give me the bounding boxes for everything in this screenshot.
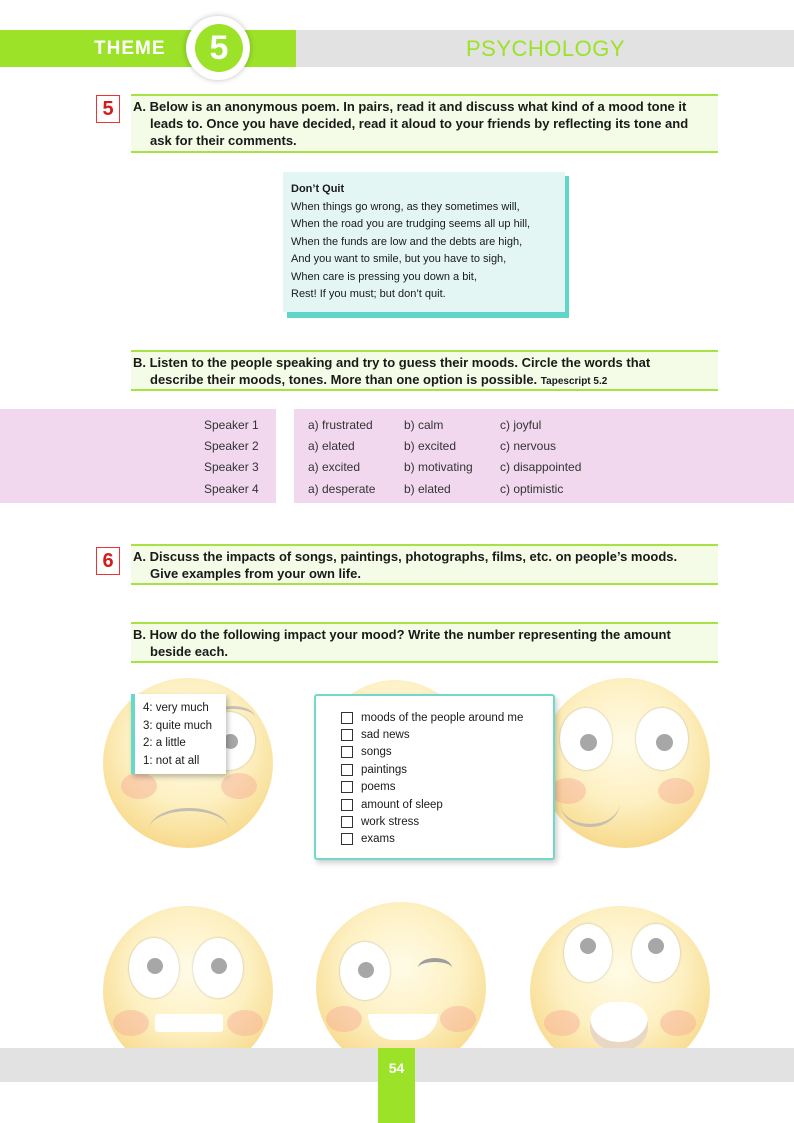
speaker-option[interactable]: a) desperate: [308, 482, 376, 496]
grin-mouth: [368, 1014, 438, 1040]
checklist-label: poems: [361, 781, 396, 794]
checklist-label: paintings: [361, 763, 408, 776]
checklist-label: work stress: [361, 816, 420, 829]
cheek: [660, 1010, 696, 1036]
poem-line: When the funds are low and the debts are high,: [291, 235, 523, 248]
instruction-line: A. Below is an anonymous poem. In pairs, read it and discuss what kind of a mood tone it: [133, 99, 687, 114]
speaker-option[interactable]: c) nervous: [500, 439, 557, 453]
rating-key-item: 4: very much: [143, 702, 209, 714]
mood-impact-checklist: [314, 694, 555, 860]
checklist-item: [341, 796, 553, 813]
smile-mouth: [560, 778, 620, 827]
cheek: [440, 1006, 476, 1032]
section-5b-instruction: [131, 350, 718, 391]
poem-line: Rest! If you must; but don’t quit.: [291, 288, 446, 300]
checklist-label: amount of sleep: [361, 798, 443, 811]
poem-line: And you want to smile, but you have to sigh,: [291, 253, 507, 265]
checklist-item: [341, 726, 553, 743]
pupil: [580, 734, 597, 751]
pupil: [648, 938, 664, 954]
checklist-item: [341, 813, 553, 830]
eye: [340, 942, 390, 1000]
checklist-item: [341, 779, 553, 796]
instruction-line: B. Listen to the people speaking and try to guess their moods. Circle the words that: [133, 355, 651, 370]
checklist-label: moods of the people around me: [361, 711, 524, 724]
pupil: [211, 958, 227, 974]
speaker-option[interactable]: b) excited: [404, 439, 457, 453]
instruction-line: leads to. Once you have decided, read it aloud to your friends by reflecting its tone and: [150, 116, 689, 131]
cheek: [121, 773, 157, 799]
speaker-option[interactable]: b) calm: [404, 418, 444, 432]
pupil: [656, 734, 673, 751]
rating-key-box: [131, 694, 226, 774]
checkbox[interactable]: [341, 712, 353, 724]
theme-number: 5: [195, 24, 243, 72]
pupil: [580, 938, 596, 954]
rating-key-item: 1: not at all: [143, 754, 200, 767]
open-mouth: [590, 1002, 648, 1052]
pupil: [147, 958, 163, 974]
pupil: [358, 962, 374, 978]
section-5-number: 5: [96, 95, 120, 123]
poem-line: When things go wrong, as they sometimes will,: [291, 200, 520, 213]
teeth: [155, 1014, 223, 1032]
checklist-label: songs: [361, 746, 392, 759]
cheek: [227, 1010, 263, 1036]
instruction-line: describe their moods, tones. More than one option is possible.: [150, 372, 538, 387]
checklist-label: sad news: [361, 729, 410, 742]
checkbox[interactable]: [341, 799, 353, 811]
checkbox[interactable]: [341, 781, 353, 793]
eye: [129, 938, 179, 998]
theme-label: THEME: [94, 38, 166, 59]
cheek: [113, 1010, 149, 1036]
winking-eye: [418, 958, 452, 978]
checklist-item: [341, 744, 553, 761]
instruction-line: ask for their comments.: [150, 133, 297, 148]
speaker-option[interactable]: a) frustrated: [308, 418, 373, 432]
speaker-label: Speaker 3: [204, 460, 259, 474]
checklist-item: [341, 831, 553, 848]
speaker-label: Speaker 2: [204, 439, 259, 453]
eye: [636, 708, 688, 770]
speaker-option[interactable]: b) elated: [404, 482, 451, 496]
smiling-face-icon: [540, 678, 710, 848]
section-6b-instruction: [131, 622, 718, 663]
checkbox[interactable]: [341, 816, 353, 828]
cheek: [326, 1006, 362, 1032]
eye: [564, 924, 612, 982]
tapescript-ref: Tapescript 5.2: [540, 376, 608, 387]
rating-key-item: 3: quite much: [143, 719, 213, 732]
cheek: [221, 773, 257, 799]
speaker-option[interactable]: b) motivating: [404, 460, 473, 474]
speaker-option[interactable]: a) excited: [308, 460, 361, 474]
checkbox[interactable]: [341, 729, 353, 741]
poem-box: [283, 172, 565, 312]
frown-mouth: [149, 808, 229, 851]
checklist-label: exams: [361, 833, 395, 846]
speaker-option[interactable]: a) elated: [308, 439, 355, 453]
instruction-line: A. Discuss the impacts of songs, paintings, photographs, films, etc. on people’s moods.: [133, 549, 678, 564]
eye: [193, 938, 243, 998]
speaker-option[interactable]: c) joyful: [500, 418, 542, 432]
rating-key-item: 2: a little: [143, 737, 186, 749]
page-number: 54: [388, 1060, 405, 1076]
instruction-line: B. How do the following impact your mood? Write the number representing the amount: [133, 627, 671, 642]
checklist-item: [341, 761, 553, 778]
speaker-option[interactable]: c) disappointed: [500, 460, 582, 474]
checkbox[interactable]: [341, 764, 353, 776]
subject-title: PSYCHOLOGY: [466, 36, 626, 61]
speaker-label: Speaker 4: [204, 482, 259, 496]
section-5a-instruction: [131, 94, 718, 153]
cheek: [658, 778, 694, 804]
section-6-number: 6: [96, 547, 120, 575]
speaker-label: Speaker 1: [204, 418, 259, 432]
cheek: [544, 1010, 580, 1036]
eye: [632, 924, 680, 982]
section-6a-instruction: [131, 544, 718, 585]
poem-line: When the road you are trudging seems all up hill,: [291, 218, 531, 230]
instruction-line: Give examples from your own life.: [150, 566, 361, 581]
instruction-line: beside each.: [150, 644, 229, 659]
poem-line: When care is pressing you down a bit,: [291, 270, 477, 283]
winking-face-icon: [316, 902, 486, 1072]
checklist-item: [341, 709, 553, 726]
eye: [560, 708, 612, 770]
speaker-option[interactable]: c) optimistic: [500, 482, 564, 496]
checkbox[interactable]: [341, 746, 353, 758]
checkbox[interactable]: [341, 833, 353, 845]
poem-title: Don’t Quit: [291, 183, 345, 195]
